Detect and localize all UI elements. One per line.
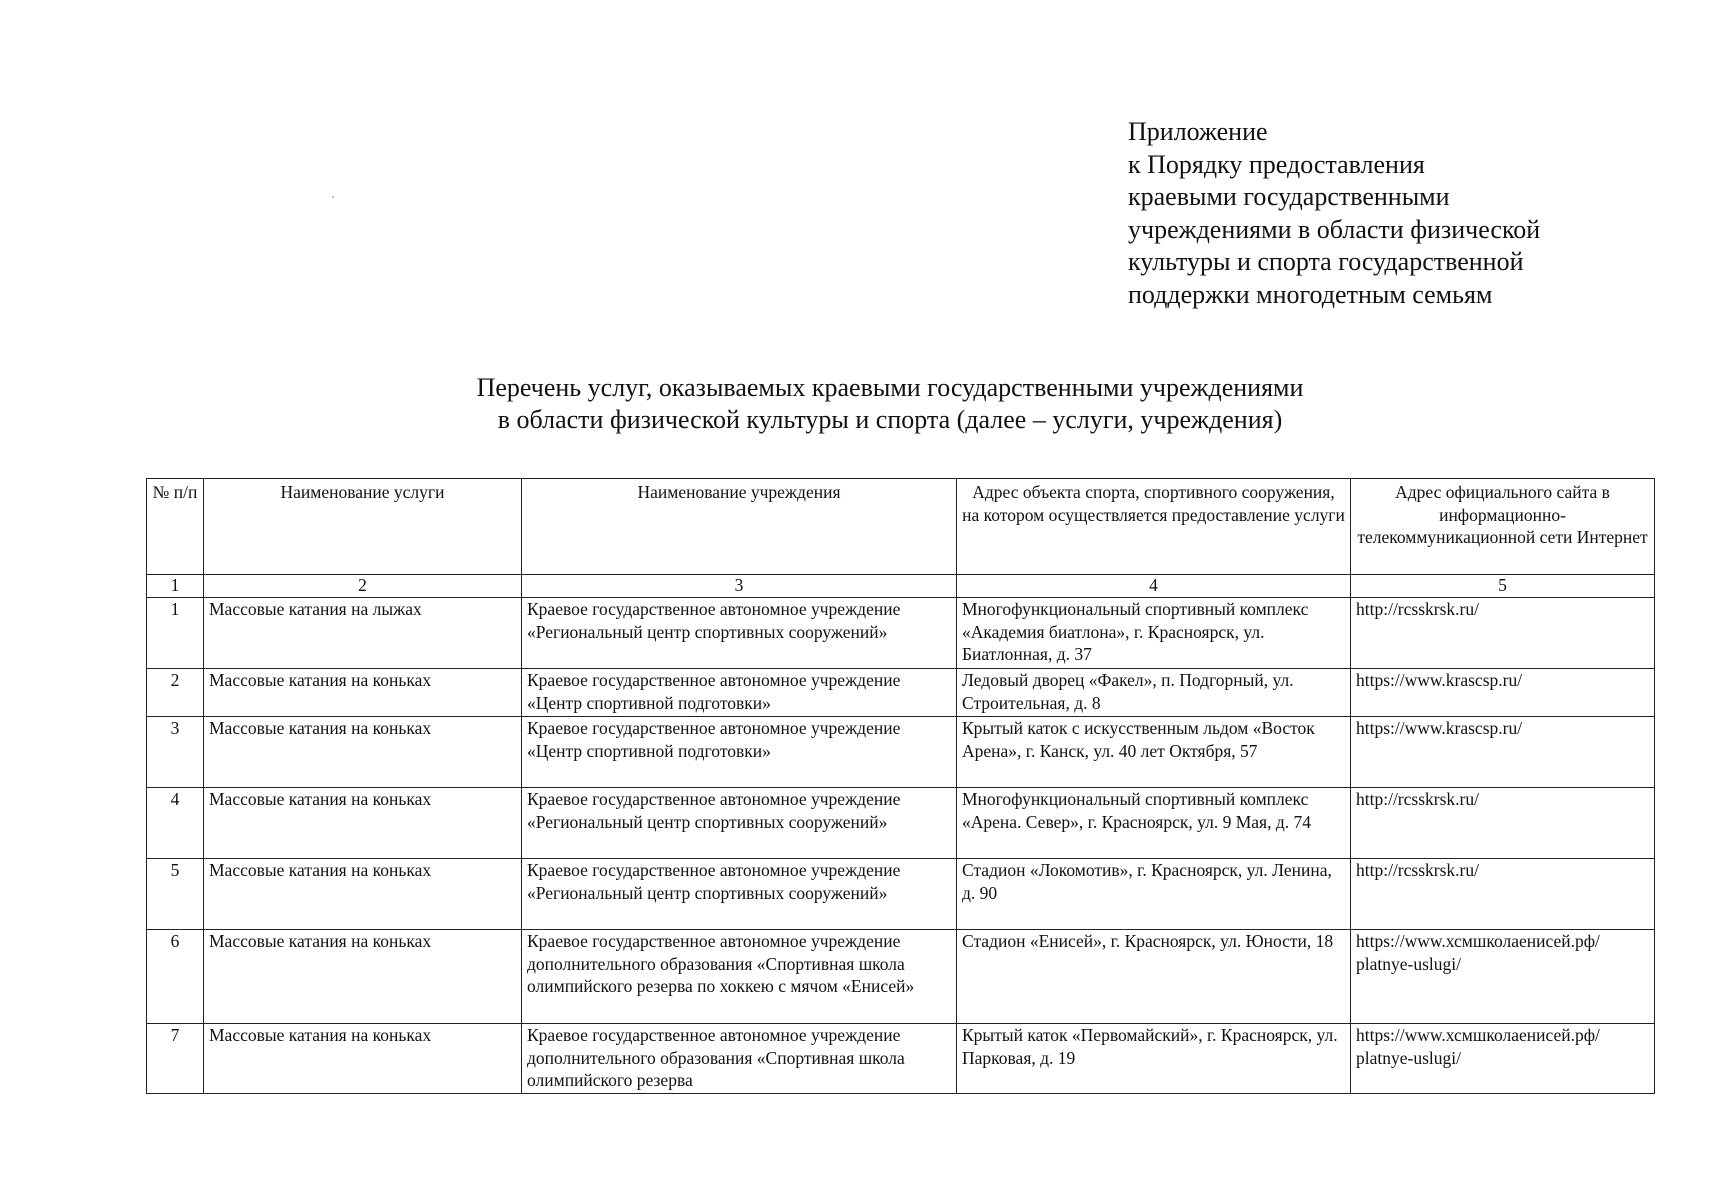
appendix-line: учреждениями в области физической [1128,214,1541,244]
appendix-line: краевыми государственными [1128,182,1450,211]
table-row [147,788,1655,859]
row-service: Массовые катания на лыжах [204,598,522,669]
row-website: https://www.хсмшколаенисей.рф/ platnye-uslugi/ [1351,930,1655,1024]
row-num: 6 [147,930,204,1024]
scan-speck [332,196,334,198]
row-service: Массовые катания на коньках [204,1024,522,1094]
appendix-note [1128,116,1648,311]
row-institution: Краевое государственное автономное учреждение «Центр спортивной подготовки» [522,717,957,788]
row-num: 3 [147,717,204,788]
row-service: Массовые катания на коньках [204,669,522,717]
column-number: 3 [522,575,957,598]
header-address: Адрес объекта спорта, спортивного сооружения, на котором осуществляется предоставление услуги [957,479,1351,575]
row-website: https://www.хсмшколаенисей.рф/ platnye-uslugi/ [1351,1024,1655,1094]
table-row [147,1024,1655,1094]
header-website: Адрес официального сайта в информационно-телекоммуникационной сети Интернет [1351,479,1655,575]
services-table [146,478,1655,1094]
row-website: https://www.krascsp.ru/ [1351,717,1655,788]
table-header-row [147,479,1655,575]
table-row [147,669,1655,717]
row-website: http://rcsskrsk.ru/ [1351,859,1655,930]
row-address: Крытый каток «Первомайский», г. Красноярск, ул. Парковая, д. 19 [957,1024,1351,1094]
row-num: 2 [147,669,204,717]
column-numbers-row [147,575,1655,598]
column-number: 4 [957,575,1351,598]
title-line-1: Перечень услуг, оказываемых краевыми государственными учреждениями [476,373,1304,402]
row-service: Массовые катания на коньках [204,717,522,788]
table-row [147,717,1655,788]
row-website: http://rcsskrsk.ru/ [1351,788,1655,859]
table-row [147,930,1655,1024]
table-row [147,859,1655,930]
row-address: Стадион «Локомотив», г. Красноярск, ул. Ленина, д. 90 [957,859,1351,930]
appendix-line: поддержки многодетным семьям [1128,279,1493,309]
row-address: Крытый каток с искусственным льдом «Восток Арена», г. Канск, ул. 40 лет Октября, 57 [957,717,1351,788]
row-service: Массовые катания на коньках [204,859,522,930]
column-number: 1 [147,575,204,598]
column-number: 2 [204,575,522,598]
row-address: Многофункциональный спортивный комплекс «Арена. Север», г. Красноярск, ул. 9 Мая, д. 74 [957,788,1351,859]
appendix-line: Приложение [1128,117,1268,146]
header-service: Наименование услуги [204,479,522,575]
row-address: Стадион «Енисей», г. Красноярск, ул. Юности, 18 [957,930,1351,1024]
row-institution: Краевое государственное автономное учреждение дополнительного образования «Спортивная школа олимпийского резерва [522,1024,957,1094]
row-num: 4 [147,788,204,859]
row-institution: Краевое государственное автономное учреждение «Региональный центр спортивных сооружений» [522,598,957,669]
row-num: 1 [147,598,204,669]
document-title [0,372,1720,436]
row-institution: Краевое государственное автономное учреждение «Центр спортивной подготовки» [522,669,957,717]
row-address: Многофункциональный спортивный комплекс «Академия биатлона», г. Красноярск, ул. Биатлонная, д. 37 [957,598,1351,669]
header-num: № п/п [147,479,204,575]
row-institution: Краевое государственное автономное учреждение «Региональный центр спортивных сооружений» [522,859,957,930]
table-row [147,598,1655,669]
appendix-line: культуры и спорта государственной [1128,247,1524,276]
row-service: Массовые катания на коньках [204,788,522,859]
column-number: 5 [1351,575,1655,598]
title-line-2: в области физической культуры и спорта (далее – услуги, учреждения) [497,405,1283,434]
row-address: Ледовый дворец «Факел», п. Подгорный, ул. Строительная, д. 8 [957,669,1351,717]
row-institution: Краевое государственное автономное учреждение дополнительного образования «Спортивная школа олимпийского резерва по хоккею с мячом «Енисей» [522,930,957,1024]
header-institution: Наименование учреждения [522,479,957,575]
row-service: Массовые катания на коньках [204,930,522,1024]
row-num: 5 [147,859,204,930]
row-website: http://rcsskrsk.ru/ [1351,598,1655,669]
row-website: https://www.krascsp.ru/ [1351,669,1655,717]
row-num: 7 [147,1024,204,1094]
row-institution: Краевое государственное автономное учреждение «Региональный центр спортивных сооружений» [522,788,957,859]
appendix-line: к Порядку предоставления [1128,149,1425,179]
